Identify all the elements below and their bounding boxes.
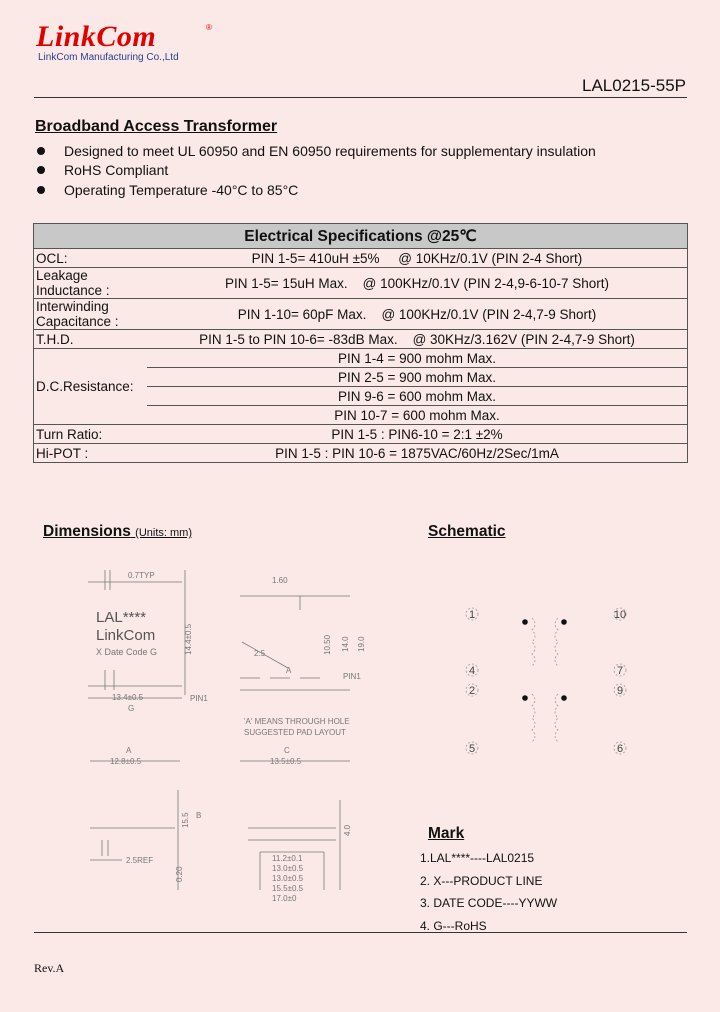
dim-label: 19.0	[357, 636, 366, 652]
spec-label: D.C.Resistance:	[34, 349, 148, 425]
feature-item: Designed to meet UL 60950 and EN 60950 requirements for supplementary insulation	[37, 141, 596, 161]
part-marking: LinkCom	[96, 627, 156, 644]
polarity-dot	[561, 695, 567, 701]
registered-mark: ®	[206, 23, 212, 32]
dimension-drawing	[60, 560, 400, 910]
dim-label: A	[286, 666, 292, 675]
polarity-dot	[522, 619, 528, 625]
secondary-winding	[555, 694, 558, 742]
dim-label: 14.4±0.5	[184, 623, 193, 655]
spec-row-thd	[34, 330, 688, 349]
dim-label: 4.0	[343, 824, 352, 836]
document-number: LAL0215-55P	[582, 76, 686, 95]
feature-list	[37, 141, 596, 200]
mark-list	[420, 847, 557, 937]
company-logo: LinkCom	[36, 20, 157, 53]
dim-label: 15.5±0.5	[272, 884, 304, 893]
dim-label: 14.0	[341, 636, 350, 652]
feature-item: Operating Temperature -40°C to 85°C	[37, 180, 596, 200]
spec-value: PIN 1-10= 60pF Max. @ 100KHz/0.1V (PIN 2-4,7-9 Short)	[147, 299, 688, 330]
pin-label: 9	[616, 685, 624, 697]
polarity-dot	[561, 619, 567, 625]
pad-note: SUGGESTED PAD LAYOUT	[244, 728, 346, 737]
bullet-icon	[37, 186, 45, 194]
secondary-winding	[555, 618, 558, 666]
spec-value: PIN 1-5= 15uH Max. @ 100KHz/0.1V (PIN 2-4,9-6-10-7 Short)	[147, 268, 688, 299]
spec-row-turn-ratio	[34, 425, 688, 444]
dim-label: 13.0±0.5	[272, 864, 304, 873]
spec-row-leakage	[34, 268, 688, 299]
pin-label: 1	[468, 609, 476, 621]
dim-label: 0.7TYP	[128, 571, 155, 580]
pin-label: 5	[468, 743, 476, 755]
spec-label: Interwinding Capacitance :	[34, 299, 148, 330]
dim-label: B	[196, 811, 202, 820]
schematic-diagram	[440, 590, 670, 770]
spec-value: PIN 2-5 = 900 mohm Max.	[147, 368, 688, 387]
spec-table-title: Electrical Specifications @25℃	[34, 224, 688, 249]
dim-label: 13.5±0.5	[270, 757, 302, 766]
spec-row-capacitance	[34, 299, 688, 330]
mark-item: 4. G---RoHS	[420, 918, 487, 933]
dimensions-title: Dimensions (Units: mm)	[43, 523, 192, 540]
dim-label: 17.0±0	[272, 894, 297, 903]
header-divider	[34, 97, 687, 98]
part-marking: X Date Code G	[96, 647, 158, 657]
dim-label: 15.5	[181, 812, 190, 828]
dim-label: 13.0±0.5	[272, 874, 304, 883]
pin-label: 10	[613, 609, 627, 621]
primary-winding	[532, 694, 535, 742]
mark-item: 1.LAL****----LAL0215	[420, 851, 535, 865]
dim-label: G	[128, 704, 135, 713]
feature-item: RoHS Compliant	[37, 161, 596, 181]
spec-value: PIN 1-5 to PIN 10-6= -83dB Max. @ 30KHz/3.162V (PIN 2-4,7-9 Short)	[147, 330, 688, 349]
bullet-icon	[37, 147, 45, 155]
pin-label: 7	[616, 665, 624, 677]
spec-value: PIN 10-7 = 600 mohm Max.	[147, 406, 688, 425]
product-title: Broadband Access Transformer	[35, 118, 278, 135]
dim-label: 2.5	[254, 649, 266, 658]
company-name: LinkCom Manufacturing Co.,Ltd	[38, 52, 179, 63]
spec-row-dcr	[34, 349, 688, 368]
spec-label: Leakage Inductance :	[34, 268, 148, 299]
dim-label: 10.50	[323, 634, 332, 655]
footer-divider	[34, 932, 687, 933]
pin-label: 6	[616, 743, 624, 755]
bullet-icon	[37, 166, 45, 174]
dim-label: 12.8±0.5	[110, 757, 142, 766]
pin-label: 4	[468, 665, 476, 677]
schematic-title: Schematic	[428, 523, 506, 540]
spec-label: Hi-POT :	[34, 444, 148, 463]
electrical-spec-table	[33, 223, 688, 463]
dim-label: PIN1	[343, 672, 361, 681]
mark-item: 3. DATE CODE----YYWW	[420, 896, 558, 910]
dim-label: A	[126, 746, 132, 755]
spec-label: OCL:	[34, 249, 148, 268]
primary-winding	[532, 618, 535, 666]
spec-value: PIN 1-5 : PIN 10-6 = 1875VAC/60Hz/2Sec/1mA	[147, 444, 688, 463]
spec-row-hipot	[34, 444, 688, 463]
spec-value: PIN 1-4 = 900 mohm Max.	[147, 349, 688, 368]
dim-label: 13.4±0.5	[112, 693, 144, 702]
part-marking: LAL****	[96, 609, 147, 626]
polarity-dot	[522, 695, 528, 701]
spec-value: PIN 9-6 = 600 mohm Max.	[147, 387, 688, 406]
dim-label: 2.5REF	[126, 856, 154, 865]
dim-label: 11.2±0.1	[272, 854, 303, 863]
spec-value: PIN 1-5= 410uH ±5% @ 10KHz/0.1V (PIN 2-4 Short)	[147, 249, 688, 268]
mark-title: Mark	[428, 825, 465, 842]
dim-label: 1.60	[272, 576, 288, 585]
spec-label: T.H.D.	[34, 330, 148, 349]
dim-label: 0.20	[175, 866, 184, 882]
mark-item: 2. X---PRODUCT LINE	[420, 873, 543, 888]
revision-label: Rev.A	[34, 961, 65, 975]
pad-note: 'A' MEANS THROUGH HOLE	[244, 717, 350, 726]
spec-value: PIN 1-5 : PIN6-10 = 2:1 ±2%	[147, 425, 688, 444]
dim-label: C	[284, 746, 290, 755]
spec-row-ocl	[34, 249, 688, 268]
pin-label: 2	[468, 685, 476, 697]
dim-label: PIN1	[190, 694, 208, 703]
spec-label: Turn Ratio:	[34, 425, 148, 444]
